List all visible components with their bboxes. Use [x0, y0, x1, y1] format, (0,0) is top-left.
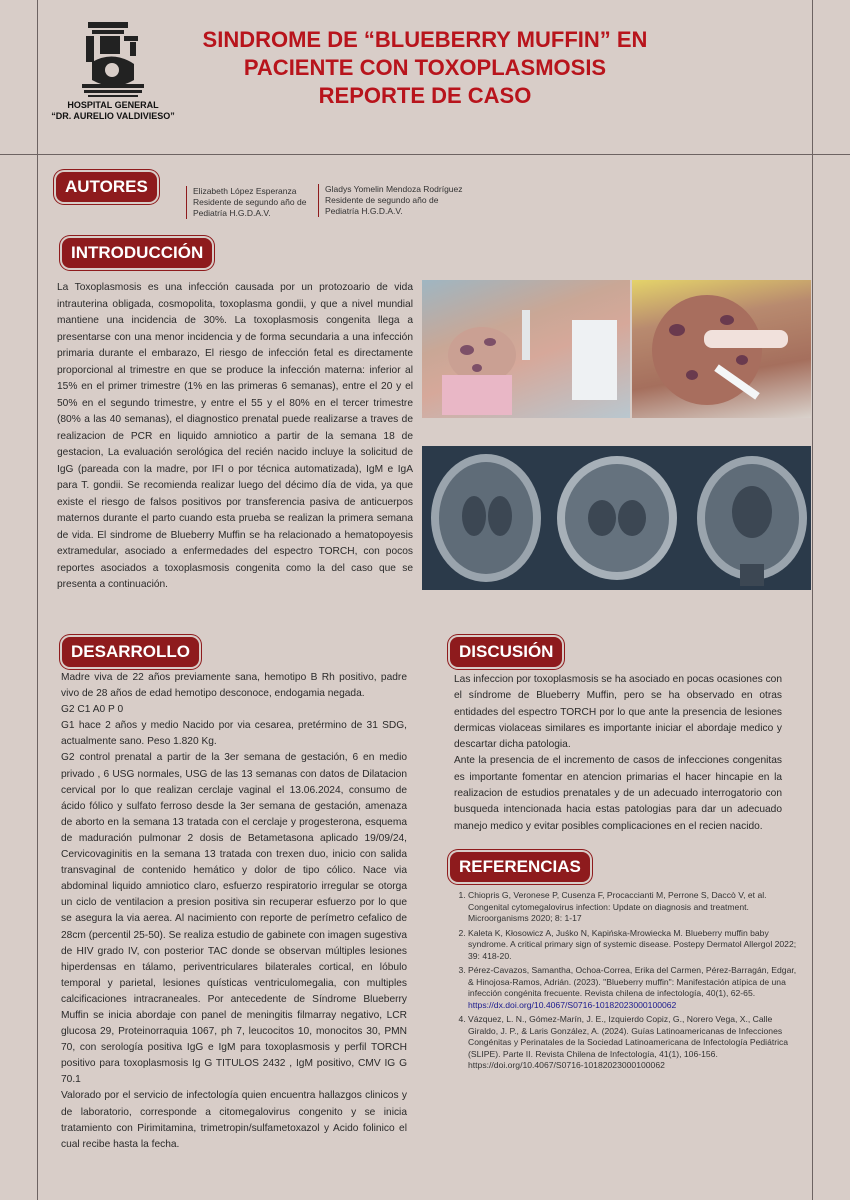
reference-text: Kaleta K, Kłosowicz A, Juśko N, Kapińska-Mrowiecka M. Blueberry muffin baby syndrome. A critical primary sign of systemic disease. Postepy Dermatol Allergol 2022; 39: 418-20.: [468, 927, 797, 961]
title-line3: REPORTE DE CASO: [318, 83, 532, 108]
author-2-role: Residente de segundo año de: [325, 195, 439, 205]
referencias-list: [452, 890, 798, 1075]
author-2-dept: Pediatría H.G.D.A.V.: [325, 206, 403, 216]
reference-text: Chiopris G, Veronese P, Cusenza F, Procaccianti M, Perrone S, Daccò V, et al. Congenital cytomegalovirus infection: Update on diagnosis and treatment. Microorganisms 2020; 8: 1-17: [468, 890, 767, 923]
authors-heading: AUTORES: [56, 172, 157, 202]
author-1-name: Elizabeth López Esperanza: [193, 186, 297, 196]
newborn-side-image: [422, 280, 630, 418]
discusion-paragraph: Las infeccion por toxoplasmosis se ha asociado en pocas ocasiones con el síndrome de Blueberry Muffin, pero se ha observado en otras entidades del espectro TORCH por lo que ante la presencia de lesiones dermicas violaceas similares es importante iniciar el abordaje medico y descartar dicha patologia.: [454, 674, 782, 751]
desarrollo-paragraph: G1 hace 2 años y medio Nacido por via cesarea, pretérmino de 31 SDG, actualmente sano. Peso 1.820 Kg.: [61, 720, 407, 748]
hospital-logo: [48, 20, 178, 122]
author-2: [318, 184, 463, 217]
author-1-role: Residente de segundo año de: [193, 197, 307, 207]
referencias-heading: REFERENCIAS: [450, 852, 590, 882]
reference-text: Pérez-Cavazos, Samantha, Ochoa-Correa, Erika del Carmen, Pérez-Barragán, Edgar, & Hinojosa-Ramos, Adrián. (2023). "Blueberry muffin": Manifestación atípica de una infección congénita frecuente. Revista chilena de infectología, 40(1), 62-65.: [468, 965, 797, 998]
desarrollo-paragraph: G2 C1 A0 P 0: [61, 704, 124, 716]
frame-line-left: [37, 0, 38, 1200]
hospital-name-line1: HOSPITAL GENERAL: [67, 100, 159, 110]
reference-doi-link[interactable]: https://dx.doi.org/10.4067/S0716-10182023000100062: [468, 999, 677, 1010]
hospital-name-line2: “DR. AURELIO VALDIVIESO”: [51, 111, 175, 121]
newborn-photo-side: [422, 280, 630, 418]
desarrollo-paragraph: Madre viva de 22 años previamente sana, hemotipo B Rh positivo, padre vivo de 28 años de edad hemotipo desconoce, endogamia negada.: [61, 672, 407, 700]
reference-item: [468, 1014, 798, 1072]
desarrollo-paragraph: G2 control prenatal a partir de la 3er semana de gestación, 6 en medio privado , 6 USG normales, USG de las 13 semanas con datos de Dilatacion cervical por lo que realizan cerclaje vaginal el 13.06.2024, consumo de ácido fólico y sulfato ferroso desde la 3er semana de gestación, amenaza de aborto en la semana 13 tratada con el cerclaje y progesterona, esquema de maduración pulmonar 2 dosis de Betametasona aplicado 19/09/24, Cervicovaginitis en la semana 13 tratada con trexen duo, inicio con salida transvaginal de contenido hemático y dolor de tipo cólico. Nace via abdominal liquido amniotico claro, esfuerzo respiratorio irregular se otorga un ciclo de ventilacion a presion positiva sin recuperar esfuerzo por lo que se asegura la via aerea. Al nacimiento con reporte de perímetro cefalico de 28cm (percentil 25-50). Se realiza estudio de gabinete con imagen sugestiva de HIV grado IV, con posterior TAC donde se observan múltiples lesiones hiperdensas en tálamo, periventriculares bilaterales cortical, en lóbulo temporal y parietal, lesiones quísticas ventriculomegalia, con multiples calcificaciones intracraneales. Por antecedente de Síndrome Blueberry Muffin se inicia abordaje con panel de meningitis filmarray negativo, LCR glucosa 29, Proteinorraquia 1067, ph 7, leucocitos 10, monocitos 30, PMN 70, con serología positiva IgG e IgM para toxoplasmosis y perfil TORCH positivo para toxoplasmosis Ig G TITULOS 2432 , IgM positivo, CMV IG G 70.1: [61, 752, 408, 1086]
hospital-emblem-icon: [78, 20, 148, 98]
author-1-dept: Pediatría H.G.D.A.V.: [193, 208, 271, 218]
discusion-text: [454, 672, 782, 835]
header-divider: [0, 154, 850, 155]
newborn-face-image: [632, 280, 811, 418]
title-line2: PACIENTE CON TOXOPLASMOSIS: [243, 55, 607, 80]
ct-scan-images: [422, 446, 811, 590]
title-line1: SINDROME DE “BLUEBERRY MUFFIN” EN: [202, 27, 648, 52]
author-2-name: Gladys Yomelin Mendoza Rodríguez: [325, 184, 463, 194]
reference-item: [468, 928, 798, 963]
reference-text: Vázquez, L. N., Gómez-Marín, J. E., Izquierdo Copiz, G., Norero Vega, X., Calle Giraldo, J. P., & Laris González, A. (2024). Guías Latinoamericanas de Infecciones Congénitas y Perinatales de la Sociedad Latinoamericana de Infectología Pediátrica (SLIPE). Parte II. Revista Chilena de Infectología, 41(1), 106-156. https://doi.org/10.4067/S0716-10182023000100062: [468, 1014, 789, 1070]
reference-item: [468, 965, 798, 1011]
newborn-photo-face: [632, 280, 811, 418]
ct-scan-image: [422, 446, 811, 590]
desarrollo-heading: DESARROLLO: [62, 637, 199, 667]
discusion-heading: DISCUSIÓN: [450, 637, 562, 667]
desarrollo-paragraph: Valorado por el servicio de infectología quien encuentra hallazgos clinicos y de laboratorio, corresponde a citomegalovirus congenito y se inicia tratamiento con Pirimitamina, trimetropin/sulfametoxazol y Acido folinico el cual recibe hasta la fecha.: [61, 1090, 407, 1150]
frame-line-right: [812, 0, 813, 1200]
introduccion-heading: INTRODUCCIÓN: [62, 238, 212, 268]
introduccion-text: La Toxoplasmosis es una infección causada por un protozoario de vida intrauterina obligada, cosmopolita, toxoplasma gondii, y que a nivel mundial mantiene una incidencia de 30%. La toxoplasmosis congenita llega a presentarse con una menor incidencia y de forma secundaria a una infección primaria durante el embarazo, El riesgo de infección fetal es directamente proporcional al trimestre en que se produce la infección materna: inferior al 15% en el primer trimestre (1% en las primeras 6 semanas), entre el 20 y el 50% en el segundo trimestre, y entre el 55 y el 80% en el tercer trimestre (80% a las 40 semanas), el diagnostico prenatal puede realizarse a traves de realizacion de PCR en liquido amniotico a partir de la semana 18 de gestacion, La evaluación serológica del recién nacido incluye la solicitud de IgG (pareada con la madre, por IFI o por técnica automatizada), IgM e IgA para T. gondii. Se recomienda realizar luego del décimo día de vida, ya que existe el riesgo de falsos positivos por transferencia pasiva de anticuerpos maternos durante el parto cuando esta prueba se realizan la primera semana de vida. El sindrome de Blueberry Muffin se ha relacionado a hematopoyesis extramedular, asociado a enfermedades del espectro TORCH, con pocos reportes asociados a toxoplasmosis congenita como la del caso que se presenta a continuación.: [57, 282, 413, 590]
poster-title: [175, 26, 675, 110]
discusion-paragraph: Ante la presencia de el incremento de casos de infecciones congenitas es importante fomentar en atencion primarias el hacer hincapie en la realizacion de estudios prenatales y de un adecuado interrogatorio con busqueda intencionada hacia estas patologias para dar un adecuado manejo medico y evitar posibles complicaciones en el recien nacido.: [454, 755, 782, 832]
reference-item: [468, 890, 798, 925]
desarrollo-text: [61, 670, 407, 1153]
author-1: [186, 186, 306, 219]
